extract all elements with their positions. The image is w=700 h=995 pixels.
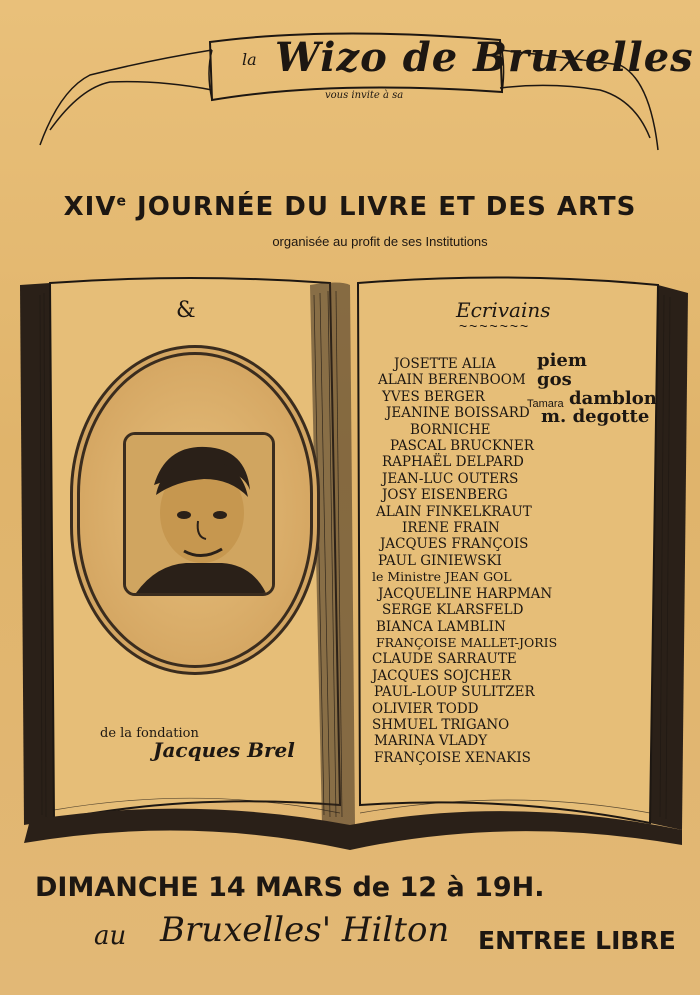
list-item: FRANÇOISE XENAKIS xyxy=(374,749,531,766)
list-item: ALAIN FINKELKRAUT xyxy=(376,503,532,520)
artist-gos: gos xyxy=(537,369,572,390)
artist-degotte: m. degotte xyxy=(541,406,650,427)
artist-damblon: damblon xyxy=(569,388,657,409)
list-item: PAUL GINIEWSKI xyxy=(378,552,502,569)
list-item: ALAIN BERENBOOM xyxy=(378,372,526,389)
portrait-image xyxy=(123,432,275,596)
list-item: JACQUELINE HARPMAN xyxy=(378,585,553,602)
title-ordinal: XIV xyxy=(63,192,117,222)
writers-heading: Ecrivains xyxy=(456,298,551,322)
title-ordinal-suffix: e xyxy=(116,193,127,210)
entry-info: ENTREE LIBRE xyxy=(478,926,676,955)
list-item: MARINA VLADY xyxy=(374,733,488,750)
list-item: le Ministre JEAN GOL xyxy=(372,569,512,585)
venue-prefix: au xyxy=(94,921,127,951)
banner-subtitle: vous invite à sa xyxy=(325,90,404,101)
list-item: JEANINE BOISSARD xyxy=(386,405,530,422)
writers-heading-underline: ~~~~~~~ xyxy=(459,318,531,334)
list-item: BORNICHE xyxy=(410,421,491,438)
artist-piem: piem xyxy=(537,350,587,371)
list-item: RAPHAËL DELPARD xyxy=(382,454,524,471)
list-item: JOSY EISENBERG xyxy=(382,487,508,504)
foundation-name: Jacques Brel xyxy=(153,738,295,762)
list-item: JACQUES FRANÇOIS xyxy=(380,536,529,553)
event-date: DIMANCHE 14 MARS de 12 à 19H. xyxy=(35,872,545,903)
list-item: IRENE FRAIN xyxy=(402,520,500,537)
list-item: PAUL-LOUP SULITZER xyxy=(374,684,535,701)
title-main: JOURNÉE DU LIVRE ET DES ARTS xyxy=(137,192,637,222)
list-item: YVES BERGER xyxy=(382,388,485,405)
list-item: JOSETTE ALIA xyxy=(394,356,496,372)
artist-damblon-prefix: Tamara xyxy=(527,398,564,410)
event-title xyxy=(0,192,700,222)
list-item: BIANCA LAMBLIN xyxy=(376,618,506,635)
banner-prefix: la xyxy=(242,50,257,69)
ampersand: & xyxy=(176,298,196,323)
event-subtitle: organisée au profit de ses Institutions xyxy=(272,234,488,249)
list-item: SHMUEL TRIGANO xyxy=(372,716,510,733)
list-item: JACQUES SOJCHER xyxy=(372,667,512,684)
list-item: OLIVIER TODD xyxy=(372,700,479,717)
list-item: PASCAL BRUCKNER xyxy=(390,438,534,455)
organizer-name: Wizo de Bruxelles xyxy=(275,34,694,81)
foundation-prefix: de la fondation xyxy=(100,726,199,741)
list-item: FRANÇOISE MALLET-JORIS xyxy=(376,634,558,650)
list-item: CLAUDE SARRAUTE xyxy=(372,651,517,668)
event-venue: Bruxelles' Hilton xyxy=(160,910,450,950)
list-item: JEAN-LUC OUTERS xyxy=(382,470,519,487)
list-item: SERGE KLARSFELD xyxy=(382,602,524,619)
